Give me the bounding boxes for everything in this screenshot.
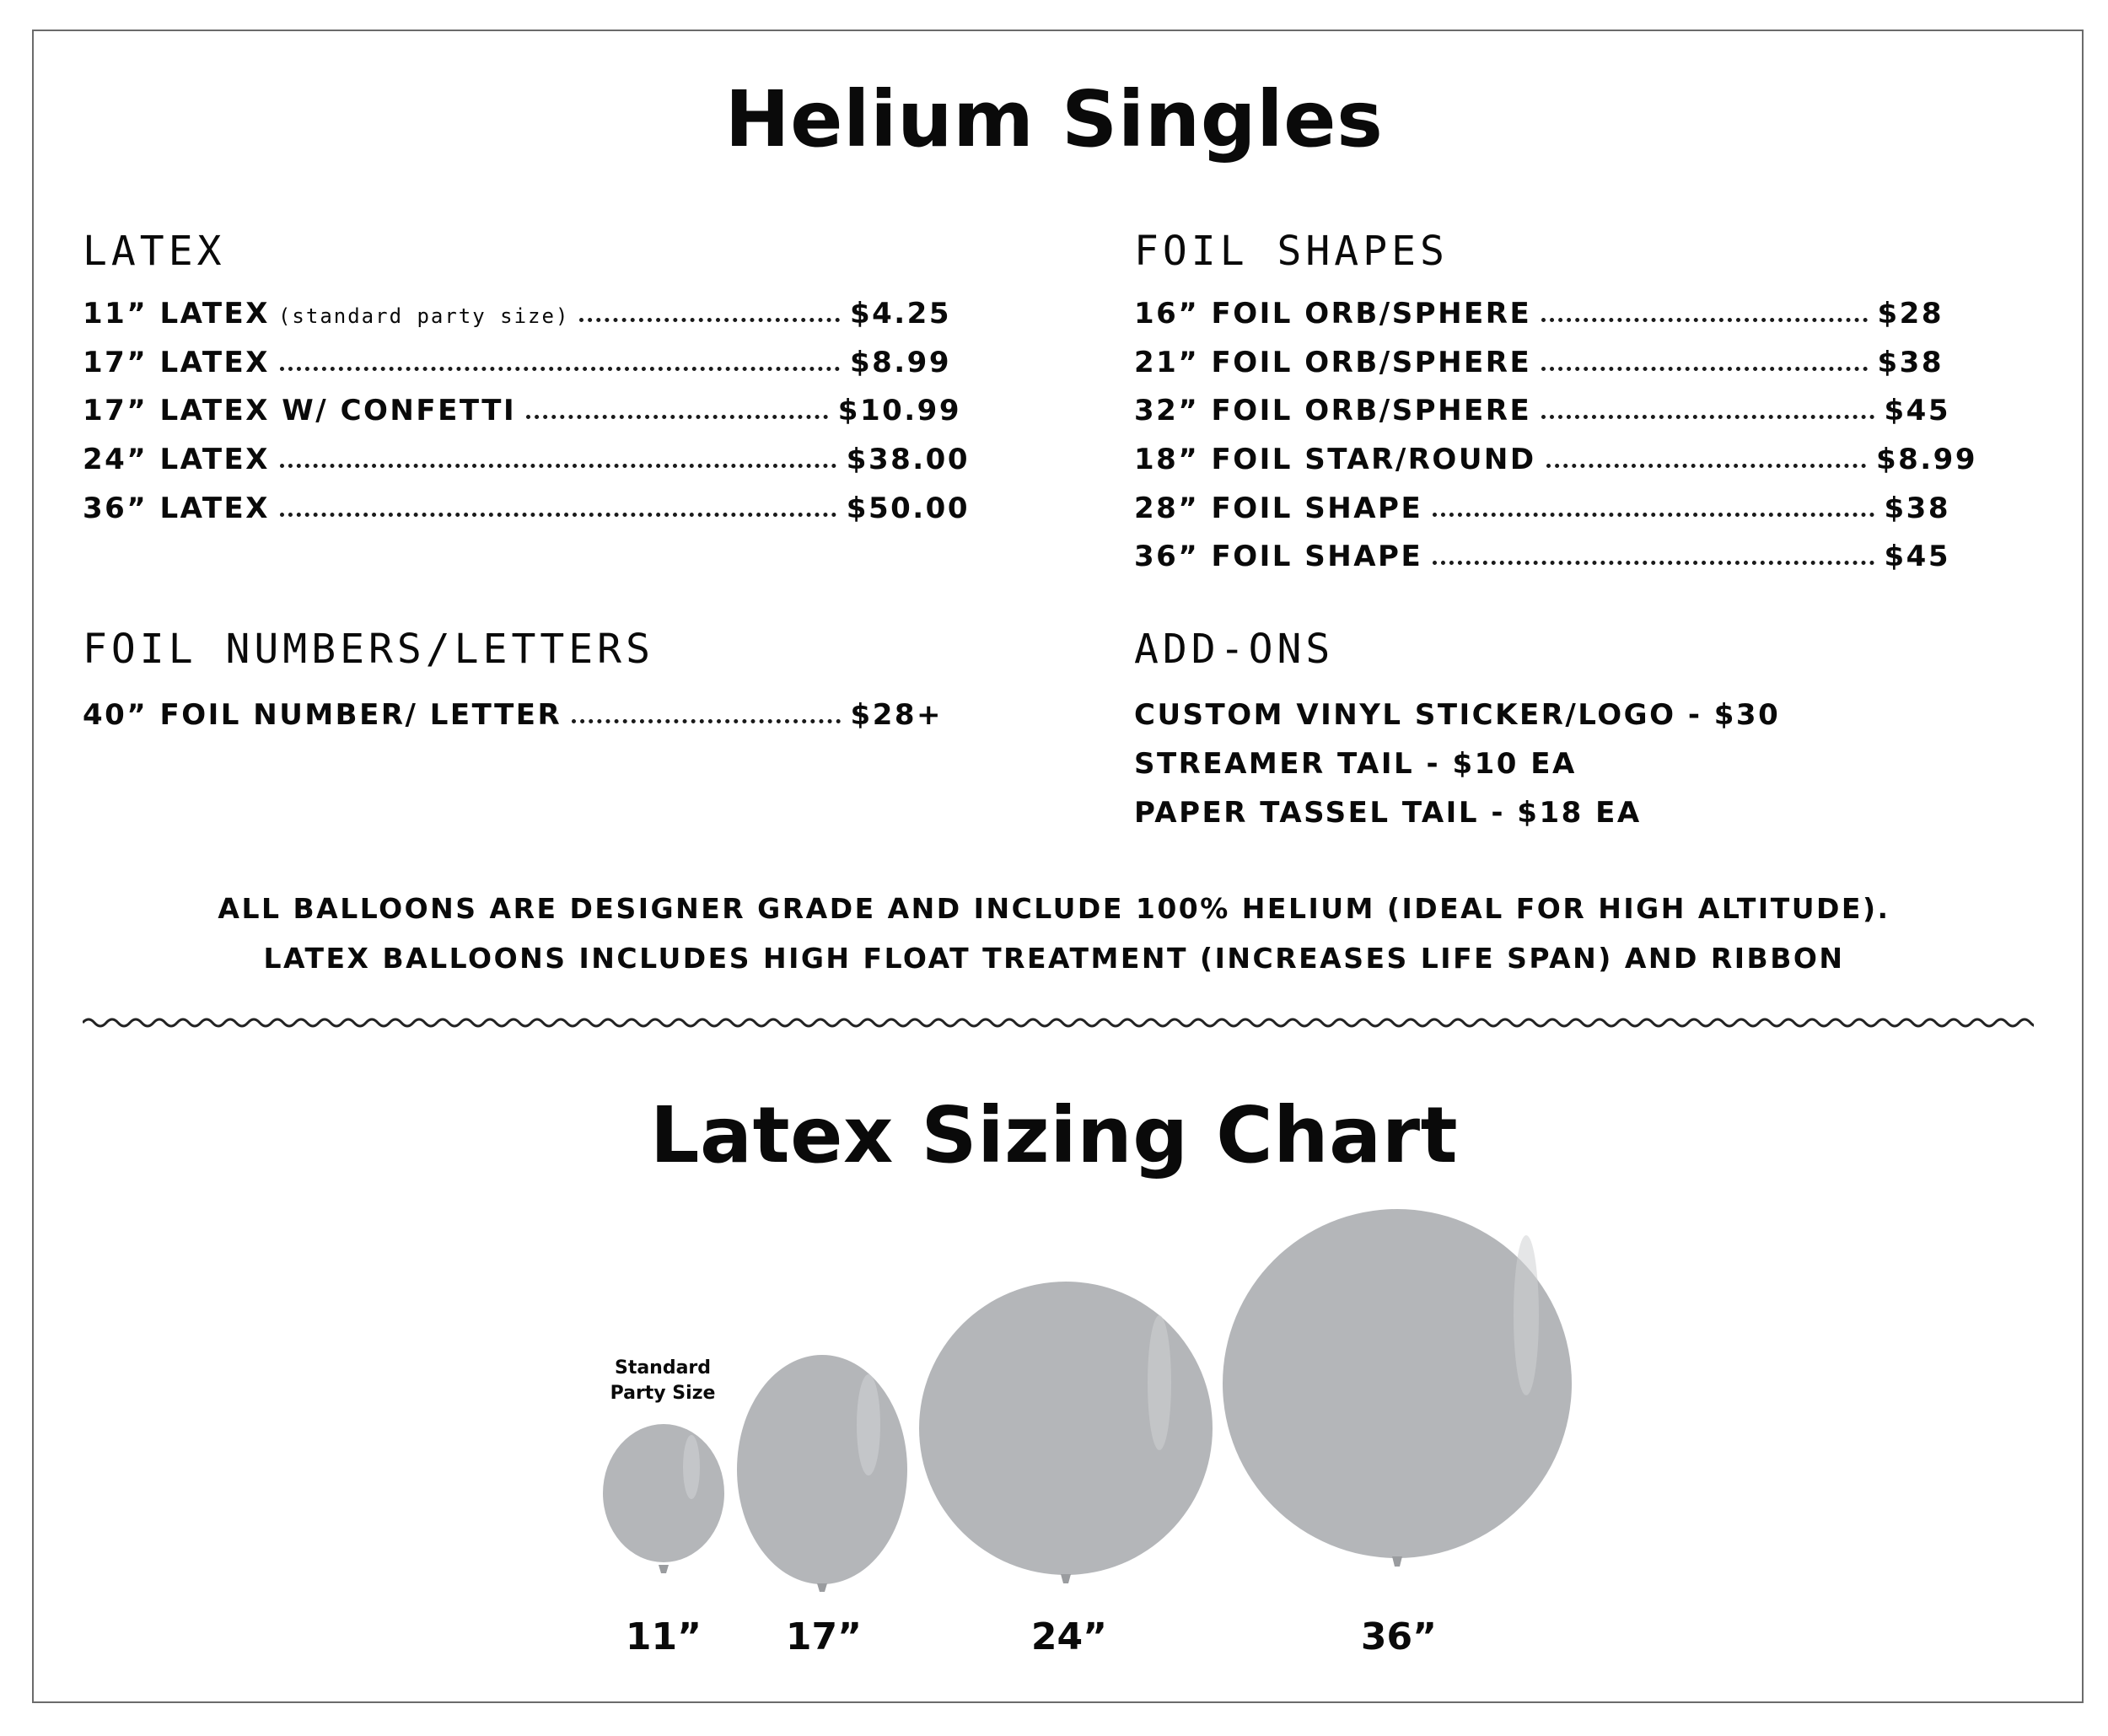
item-price: $45 <box>1884 540 1950 573</box>
balloon-11 <box>603 1424 724 1573</box>
item-label: 32” FOIL ORB/SPHERE <box>1134 394 1532 427</box>
item-price: $50.00 <box>846 492 970 525</box>
item-label: 24” LATEX <box>83 443 270 476</box>
item-price: $4.25 <box>849 297 951 331</box>
size-label-17: 17” <box>785 1615 863 1658</box>
item-price: $45 <box>1884 394 1950 427</box>
item-label: 16” FOIL ORB/SPHERE <box>1134 297 1532 331</box>
page-title: Helium Singles <box>724 74 1384 164</box>
notice-line: ALL BALLOONS ARE DESIGNER GRADE AND INCLUDE 100% HELIUM (IDEAL FOR HIGH ALTITUDE). <box>218 892 1890 925</box>
item-label: 17” LATEX <box>83 346 270 379</box>
size-label-24: 24” <box>1030 1615 1108 1658</box>
size-label-11: 11” <box>625 1615 702 1658</box>
item-note: (standard party size) <box>277 304 570 328</box>
standard-label-line: Party Size <box>610 1383 716 1404</box>
standard-label-line: Standard <box>614 1357 712 1379</box>
foil-numbers-heading: FOIL NUMBERS/LETTERS <box>83 626 654 673</box>
item-label: 17” LATEX W/ CONFETTI <box>83 394 517 427</box>
item-label: 28” FOIL SHAPE <box>1134 492 1423 525</box>
item-label: 21” FOIL ORB/SPHERE <box>1134 346 1532 379</box>
balloon-17 <box>737 1355 907 1592</box>
size-label-36: 36” <box>1360 1615 1438 1658</box>
item-price: $8.99 <box>1875 443 1977 476</box>
item-label: 36” LATEX <box>83 492 270 525</box>
item-label: 40” FOIL NUMBER/ LETTER <box>83 698 562 732</box>
add-on-item: CUSTOM VINYL STICKER/LOGO - $30 <box>1134 698 1781 732</box>
notice-line: LATEX BALLOONS INCLUDES HIGH FLOAT TREATMENT (INCREASES LIFE SPAN) AND RIBBON <box>263 942 1845 975</box>
item-price: $38 <box>1884 492 1950 525</box>
item-price: $8.99 <box>849 346 951 379</box>
add-ons-heading: ADD-ONS <box>1134 626 1335 673</box>
item-label: 18” FOIL STAR/ROUND <box>1134 443 1536 476</box>
add-on-item: PAPER TASSEL TAIL - $18 EA <box>1134 796 1642 830</box>
item-label: 36” FOIL SHAPE <box>1134 540 1423 573</box>
add-on-item: STREAMER TAIL - $10 EA <box>1134 747 1577 781</box>
latex-heading: LATEX <box>83 228 226 275</box>
balloon-24 <box>919 1282 1213 1583</box>
foil-shapes-heading: FOIL SHAPES <box>1134 228 1449 275</box>
balloon-36 <box>1223 1209 1572 1567</box>
item-price: $28+ <box>850 698 943 732</box>
item-price: $38.00 <box>846 443 970 476</box>
item-label: 11” LATEX <box>83 297 270 331</box>
item-price: $28 <box>1877 297 1944 331</box>
sizing-chart-title: Latex Sizing Chart <box>649 1090 1459 1180</box>
item-price: $38 <box>1877 346 1944 379</box>
item-price: $10.99 <box>837 394 961 427</box>
